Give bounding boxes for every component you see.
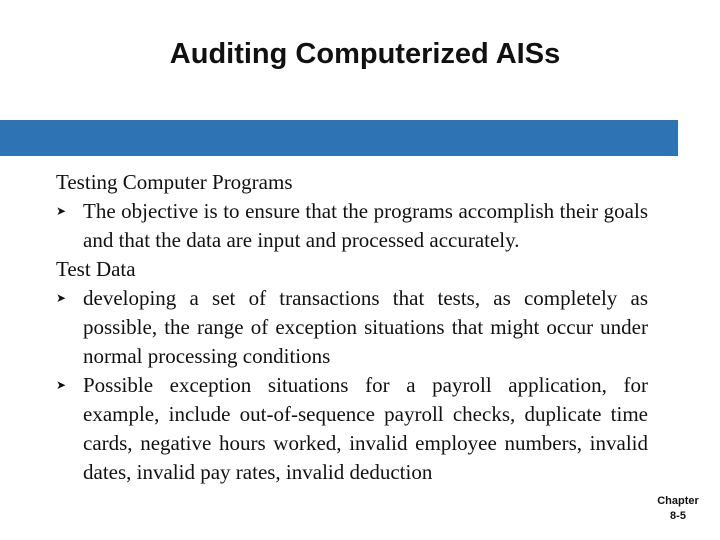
arrowhead-icon: ➤ <box>56 291 67 305</box>
arrowhead-icon: ➤ <box>56 204 67 218</box>
slide-title: Auditing Computerized AISs <box>169 38 561 70</box>
page-number: 8-5 <box>670 510 686 522</box>
section-heading-test-data: Test Data <box>56 257 136 281</box>
arrowhead-icon: ➤ <box>56 378 67 392</box>
slide-content <box>56 168 648 487</box>
section-heading-testing-programs: Testing Computer Programs <box>56 170 293 194</box>
bullet-text: developing a set of transactions that tests, as completely as possible, the range of exception situations that might occur under normal processing conditions <box>83 286 648 368</box>
bullet-text: The objective is to ensure that the programs accomplish their goals and that the data are input and processed accurately. <box>83 199 648 252</box>
chapter-word: Chapter <box>657 495 699 507</box>
bullet-objective <box>56 197 648 255</box>
bullet-developing-transactions <box>56 284 648 371</box>
chapter-label <box>650 494 706 524</box>
bullet-exception-situations <box>56 371 648 487</box>
accent-band <box>0 120 678 156</box>
bullet-text: Possible exception situations for a payroll application, for example, include out-of-sequence payroll checks, duplicate time cards, negative hours worked, invalid employee numbers, invalid dates, invalid pay rates, invalid deduction <box>83 373 648 484</box>
